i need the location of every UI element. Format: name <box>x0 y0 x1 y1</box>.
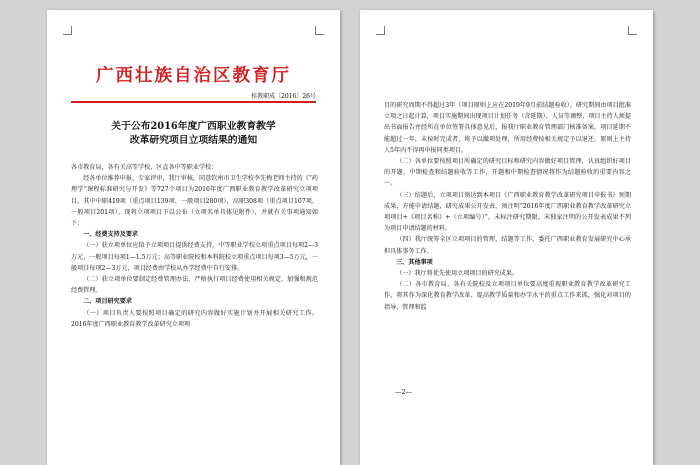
section-1-paragraph: （二）获立项单位要制定经费管理办法，严格执行项目经费使用相关规定，加强和规范经费管理。 <box>71 276 318 295</box>
crop-mark-top-right <box>628 26 637 35</box>
document-page-1 <box>47 10 340 465</box>
intro-paragraph: 经各单位推荐申报、专家评审，我厅审核，同意钦州市卫生学校李先梅老师主持的《“药理学”课程标准研究与开发》等727个项目为2016年度广西职业教育教学改革研究立项项目，其中中职419项（重点项目139项、一般项目280项），高职308项（重点项目107项、一般项目201项），现将立项项目予以公布（立项名单具体见附件），并就有关事项通知如下： <box>71 175 318 228</box>
paragraph-completion: （三）结题后，立项项目须达到本项目《广西职业教育教学改革研究项目申报书》预期成果，方能申请结题，研究成果公开发表，须注明“2016年度广西职业教育教学改革研究立项项目+《项目名称》+（立项编号）”，未标注研究期限、未独家注明的公开发表成果不列为项目申请结题的材料。 <box>384 191 631 233</box>
title-line-2: 改革研究项目立项结果的通知 <box>129 135 258 146</box>
issuing-organization-header: 广西壮族自治区教育厅 <box>96 66 291 86</box>
paragraph-coordination: （四）我厅统筹全区立项项目的管理、结题等工作，委托广西职业教育发展研究中心承担具体事务工作。 <box>384 236 631 255</box>
document-title <box>67 120 320 148</box>
page1-body <box>71 162 318 330</box>
paragraph-emphasis: （二）各市教育局、各有关院校及立项项目单位要高度重视职业教育教学改革研究工作，将其作为深化教育教学改革、提高教学质量和办学水平的重点工作来抓，强化对项目的指导、管理和监 <box>384 281 631 311</box>
paragraph-project-management: （二）各单位要按照项目所确定的研究目标和研究内容做好项目管理，认真组织好项目的开题、中期检查和结题验收等工作，开题和中期检查情况将作为结题验收的重要内容之一。 <box>384 158 631 188</box>
page-number: —2— <box>395 388 413 396</box>
title-line-1: 关于公布2016年度广西职业教育教学 <box>111 121 276 132</box>
crop-mark-top-right <box>315 26 324 35</box>
section-1-heading: 一、经费支持及要求 <box>83 231 139 239</box>
document-number: 桂教职成〔2016〕26号 <box>251 93 316 100</box>
paragraph-results-use: （一）我厅将优先使用立项项目的研究成果。 <box>396 270 519 278</box>
section-2-paragraph: （一）项目负责人要按照项目确定的研究内容做好实施计划并开展相关研究工作。2016年度广西职业教育教学改革研究立项项 <box>71 309 318 328</box>
salutation: 各市教育局，各有关高等学校，区直各中等职业学校： <box>71 164 218 171</box>
crop-mark-top-left <box>63 26 72 35</box>
section-3-heading: 三、其他事项 <box>396 258 433 266</box>
section-1-paragraph: （一）获立项单位应给予立项项目提供经费支持。中等职业学校立项重点项目每项2—3万元，一般项目每项1—1.5万元；高等职业院校和本科院校立项重点项目每项3—5万元，一般项目每项2—3万元，项目经费由学校从办学经费中自行安排。 <box>71 242 318 272</box>
document-page-2 <box>360 10 653 465</box>
section-2-heading: 二、项目研究要求 <box>83 298 132 306</box>
crop-mark-top-left <box>376 26 385 35</box>
red-divider-line <box>71 101 316 103</box>
continued-paragraph: 目的研究周期不得超过3年（项目原则上应在2019年9月前结题验收）。研究期间由项目批准立项之日起计算，项目实施期间出现项目计划任务（含延期）、人员等调整，项目主持人须提出书面报告并经所在单位签署具体意见后，报我厅职业教育管理部门核准备案，项目延期不能超过一年，未按时完成者，将予以撤项处理，所用经费按相关规定予以退还，原则上主持人5年内不得再申报同类项目。 <box>384 102 631 154</box>
page2-body <box>384 100 631 313</box>
